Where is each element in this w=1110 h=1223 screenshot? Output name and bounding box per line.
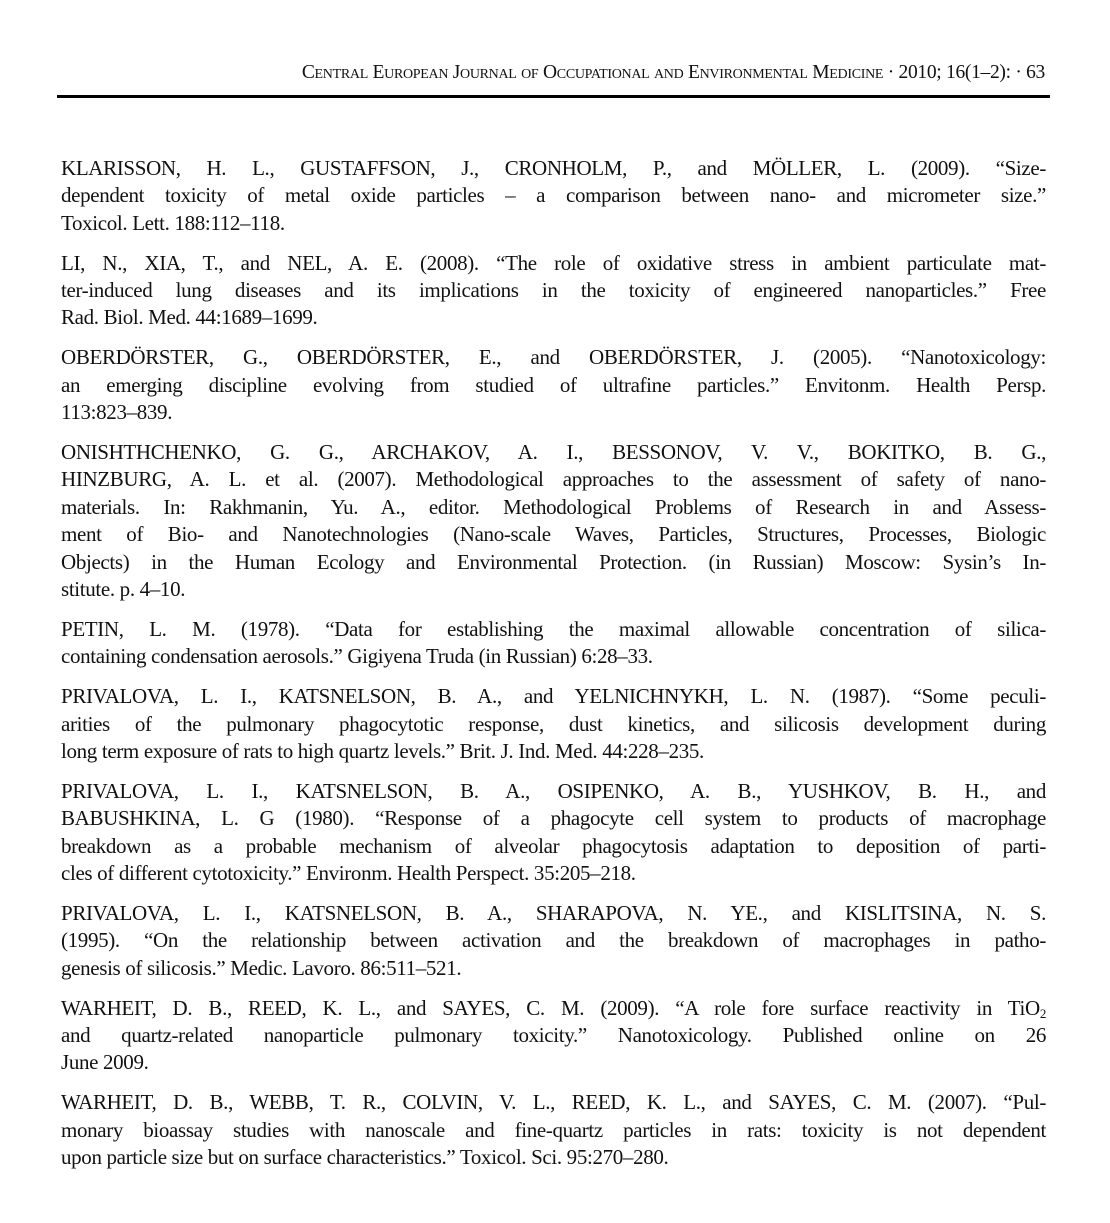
header-rule	[57, 95, 1050, 98]
reference-list	[61, 155, 1046, 1184]
reference-line: LI, N., XIA, T., and NEL, A. E. (2008). “The role of oxidative stress in ambient particulate mat-	[61, 250, 1046, 275]
reference-line: PRIVALOVA, L. I., KATSNELSON, B. A., SHARAPOVA, N. YE., and KISLITSINA, N. S.	[61, 900, 1046, 925]
reference-line: Objects) in the Human Ecology and Environmental Protection. (in Russian) Moscow: Sysin’s In-	[61, 549, 1046, 574]
reference-li-2008	[61, 250, 1046, 332]
reference-line: monary bioassay studies with nanoscale and fine-quartz particles in rats: toxicity is not dependent	[61, 1117, 1046, 1142]
reference-line: PRIVALOVA, L. I., KATSNELSON, B. A., and YELNICHNYKH, L. N. (1987). “Some peculi-	[61, 684, 1046, 709]
subscript: 2	[1039, 1005, 1046, 1021]
reference-line: an emerging discipline evolving from studied of ultrafine particles.” Envitonm. Health Persp.	[61, 372, 1046, 397]
reference-line: PRIVALOVA, L. I., KATSNELSON, B. A., OSIPENKO, A. B., YUSHKOV, B. H., and	[61, 778, 1046, 803]
reference-oberdorster-2005	[61, 344, 1046, 426]
reference-warheit-2009	[61, 995, 1046, 1077]
issue-and-page: · 2010; 16(1–2): · 63	[883, 62, 1045, 83]
reference-line: containing condensation aerosols.” Gigiyena Truda (in Russian) 6:28–33.	[61, 644, 653, 669]
reference-line-text: WARHEIT, D. B., REED, K. L., and SAYES, C. M. (2009). “A role fore surface reactivity in TiO	[61, 995, 1040, 1020]
reference-line: Rad. Biol. Med. 44:1689–1699.	[61, 305, 318, 330]
reference-line: and quartz-related nanoparticle pulmonary toxicity.” Nanotoxicology. Published online on 26	[61, 1022, 1046, 1047]
reference-line: (1995). “On the relationship between activation and the breakdown of macrophages in patho-	[61, 928, 1046, 953]
reference-line: ment of Bio- and Nanotechnologies (Nano-scale Waves, Particles, Structures, Processes, Biologic	[61, 522, 1046, 547]
reference-line: KLARISSON, H. L., GUSTAFFSON, J., CRONHOLM, P., and MÖLLER, L. (2009). “Size-	[61, 156, 1046, 180]
reference-privalova-1995	[61, 900, 1046, 982]
reference-petin-1978	[61, 616, 1046, 671]
reference-line: WARHEIT, D. B., WEBB, T. R., COLVIN, V. L., REED, K. L., and SAYES, C. M. (2007). “Pul-	[61, 1090, 1046, 1115]
reference-line: materials. In: Rakhmanin, Yu. A., editor. Methodological Problems of Research in and Assess-	[61, 494, 1046, 519]
reference-line: 113:823–839.	[61, 400, 173, 425]
reference-line	[61, 995, 1046, 1022]
reference-line: arities of the pulmonary phagocytotic response, dust kinetics, and silicosis development during	[61, 711, 1046, 736]
reference-onishthchenko-2007	[61, 439, 1046, 603]
reference-line: June 2009.	[61, 1050, 149, 1075]
reference-warheit-2007	[61, 1089, 1046, 1171]
reference-line: long term exposure of rats to high quartz levels.” Brit. J. Ind. Med. 44:228–235.	[61, 738, 704, 763]
reference-line: BABUSHKINA, L. G (1980). “Response of a phagocyte cell system to products of macrophage	[61, 806, 1046, 831]
reference-line: HINZBURG, A. L. et al. (2007). Methodological approaches to the assessment of safety of nano-	[61, 467, 1046, 492]
journal-title: Central European Journal of Occupational and Environmental Medicine	[301, 62, 884, 83]
reference-line: breakdown as a probable mechanism of alveolar phagocytosis adaptation to deposition of parti-	[61, 833, 1046, 858]
reference-line: cles of different cytotoxicity.” Environm. Health Perspect. 35:205–218.	[61, 860, 636, 885]
reference-line: PETIN, L. M. (1978). “Data for establishing the maximal allowable concentration of silica-	[61, 616, 1046, 641]
journal-citation	[302, 62, 1045, 84]
reference-line: upon particle size but on surface characteristics.” Toxicol. Sci. 95:270–280.	[61, 1145, 669, 1169]
reference-line: ONISHTHCHENKO, G. G., ARCHAKOV, A. I., BESSONOV, V. V., BOKITKO, B. G.,	[61, 440, 1046, 465]
reference-klarisson-2009	[61, 155, 1046, 237]
reference-line: OBERDÖRSTER, G., OBERDÖRSTER, E., and OBERDÖRSTER, J. (2005). “Nanotoxicology:	[61, 345, 1046, 370]
reference-privalova-1980	[61, 778, 1046, 888]
reference-line: dependent toxicity of metal oxide particles – a comparison between nano- and micrometer size.”	[61, 183, 1046, 208]
running-header	[57, 62, 1050, 92]
reference-privalova-1987	[61, 683, 1046, 765]
reference-line: ter-induced lung diseases and its implications in the toxicity of engineered nanoparticles.” Free	[61, 278, 1046, 303]
reference-line: stitute. p. 4–10.	[61, 576, 186, 601]
reference-line: Toxicol. Lett. 188:112–118.	[61, 210, 285, 235]
reference-line: genesis of silicosis.” Medic. Lavoro. 86:511–521.	[61, 955, 462, 980]
